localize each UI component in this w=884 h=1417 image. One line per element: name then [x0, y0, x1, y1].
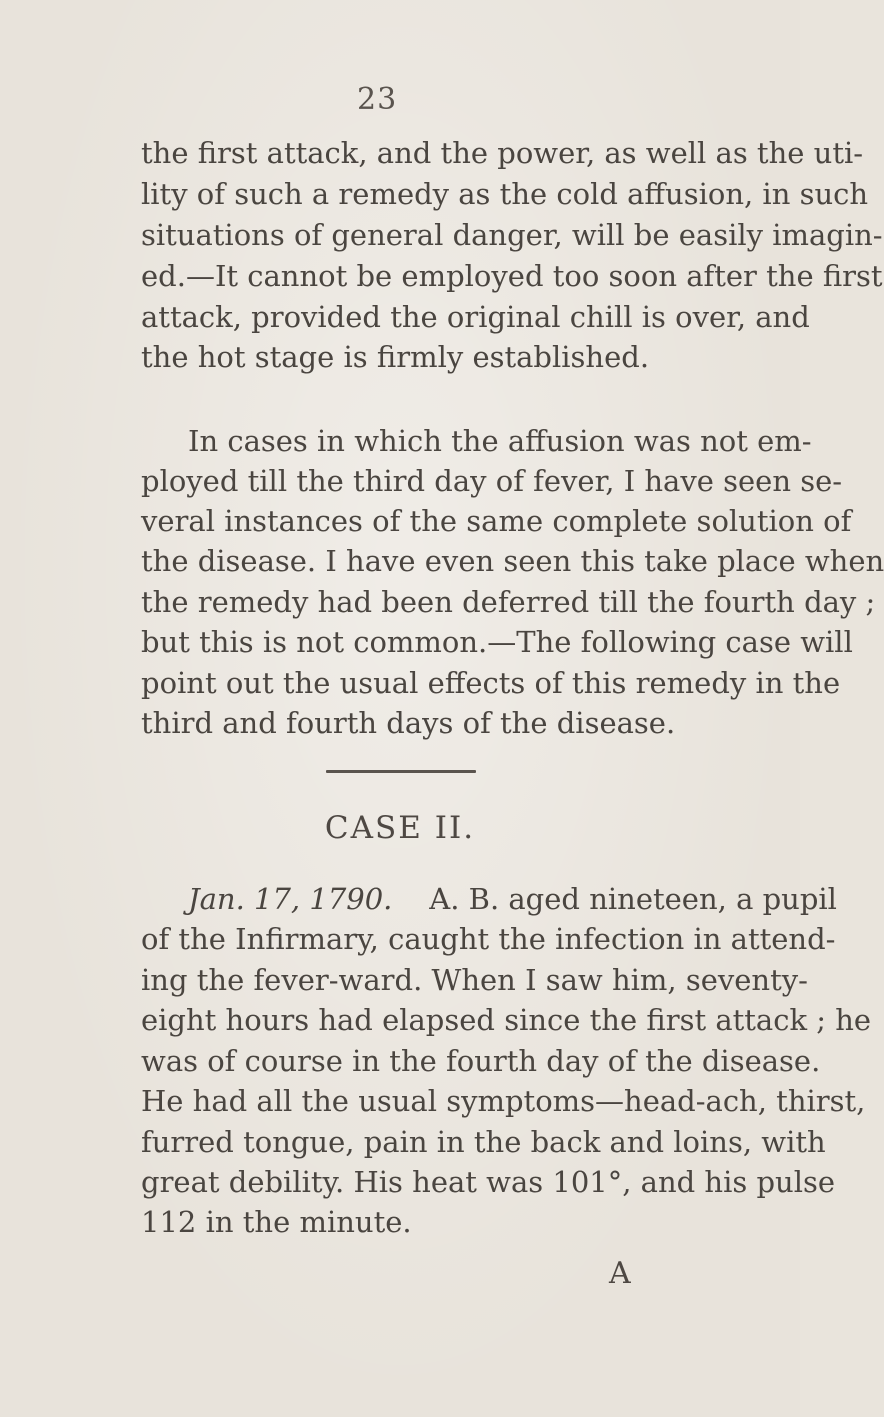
text-line: was of course in the fourth day of the disease.	[141, 1044, 821, 1078]
text-line: furred tongue, pain in the back and loins, with	[141, 1125, 826, 1159]
section-divider	[326, 770, 476, 773]
page-number: 23	[357, 82, 398, 117]
text-line: ing the fever-ward. When I saw him, seventy-	[141, 963, 808, 997]
case-intro: A. B. aged nineteen, a pupil	[429, 882, 837, 916]
text-line: ployed till the third day of fever, I have seen se-	[141, 464, 843, 498]
text-line: but this is not common.—The following case will	[141, 625, 853, 659]
text-line: ed.—It cannot be employed too soon after the first	[141, 259, 883, 293]
text-line: third and fourth days of the disease.	[141, 706, 676, 740]
text-line: attack, provided the original chill is over, and	[141, 300, 810, 334]
text-line: In cases in which the affusion was not em-	[188, 424, 812, 458]
text-line: of the Infirmary, caught the infection in attend-	[141, 922, 836, 956]
case-first-line	[188, 879, 837, 919]
case-heading: CASE II.	[324, 810, 476, 846]
text-line: situations of general danger, will be easily imagin-	[141, 218, 883, 252]
catchword: A	[609, 1256, 631, 1291]
text-line: eight hours had elapsed since the first attack ; he	[141, 1003, 872, 1037]
text-line: the remedy had been deferred till the fourth day ;	[141, 585, 876, 619]
text-line: the hot stage is firmly established.	[141, 340, 650, 374]
text-line: 112 in the minute.	[141, 1205, 412, 1239]
text-line: the disease. I have even seen this take place when	[141, 544, 884, 578]
text-line: He had all the usual symptoms—head-ach, thirst,	[141, 1084, 866, 1118]
text-line: lity of such a remedy as the cold affusion, in such	[141, 177, 869, 211]
text-line: the first attack, and the power, as well as the uti-	[141, 136, 864, 170]
text-line: veral instances of the same complete solution of	[141, 504, 852, 538]
case-date: Jan. 17, 1790.	[188, 882, 393, 916]
text-line: point out the usual effects of this remedy in the	[141, 666, 841, 700]
text-line: great debility. His heat was 101°, and his pulse	[141, 1165, 836, 1199]
